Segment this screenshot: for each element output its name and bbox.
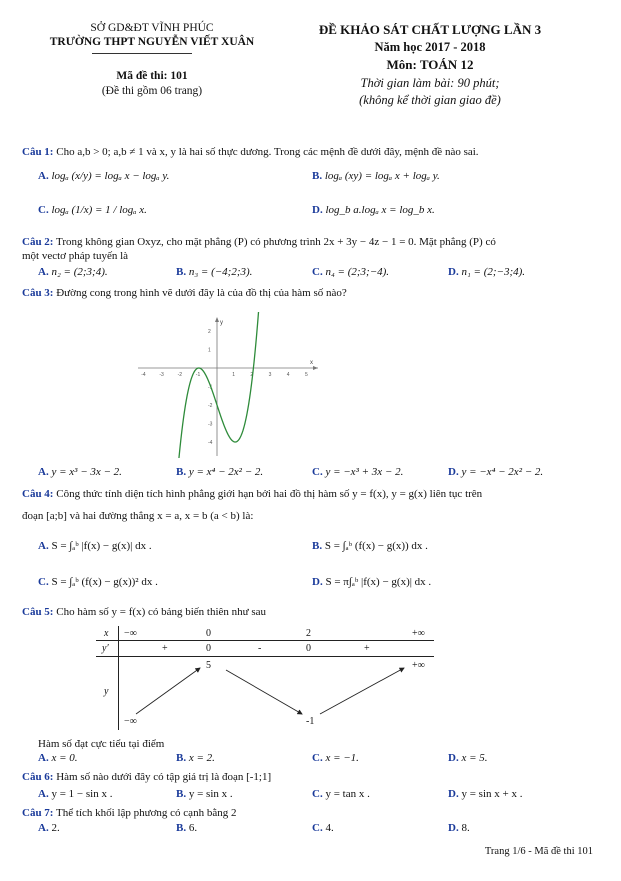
option-5a[interactable]: [38, 752, 78, 764]
question-7: [22, 807, 236, 819]
x-tick-label: 4: [286, 372, 290, 378]
option-2b[interactable]: [176, 266, 252, 278]
x-tick-label: 2: [250, 372, 254, 378]
option-6c[interactable]: [312, 788, 370, 800]
y-axis-arrow: [215, 317, 219, 322]
page-footer: Trang 1/6 - Mã đề thi 101: [484, 846, 593, 857]
option-letter: A.: [38, 822, 49, 834]
option-4a[interactable]: [38, 540, 152, 552]
question-text: Cho a,b > 0; a,b ≠ 1 và x, y là hai số thực dương. Trong các mệnh đề dưới đây, mệnh đề nào sai.: [56, 146, 479, 158]
question-text: Cho hàm số y = f(x) có bảng biến thiên như sau: [56, 606, 267, 618]
option-1d[interactable]: [312, 204, 435, 216]
question-label: Câu 1:: [22, 146, 54, 158]
option-5c[interactable]: [312, 752, 359, 764]
option-6d[interactable]: [448, 788, 522, 800]
option-text: x = 5.: [461, 752, 488, 764]
option-text: log_b a.logₐ x = log_b x.: [325, 204, 435, 216]
option-1c[interactable]: [38, 204, 147, 216]
option-letter: B.: [176, 466, 187, 478]
question-5-prompt: Hàm số đạt cực tiểu tại điểm: [38, 738, 165, 750]
question-label: Câu 3:: [22, 287, 54, 299]
option-letter: C.: [312, 466, 323, 478]
option-letter: A.: [38, 170, 49, 182]
option-letter: B.: [312, 540, 323, 552]
option-3a[interactable]: [38, 466, 122, 478]
arrow-increase-1: [136, 668, 200, 714]
option-1b[interactable]: [312, 170, 440, 182]
variation-arrows: [96, 626, 434, 730]
subject: Môn: TOÁN 12: [386, 57, 474, 72]
question-text: Công thức tính diện tích hình phẳng giới hạn bởi hai đồ thị hàm số y = f(x), y = g(x) liên tục trên: [56, 488, 483, 500]
exam-title: ĐỀ KHẢO SÁT CHẤT LƯỢNG LẦN 3: [318, 22, 542, 37]
option-text: logₐ (x/y) = logₐ x − logₐ y.: [51, 170, 170, 182]
sign-zero-2: 0: [306, 643, 311, 654]
question-4-continued: đoạn [a;b] và hai đường thẳng x = a, x = b (a < b) là:: [22, 510, 254, 522]
option-text: y = x⁴ − 2x² − 2.: [188, 466, 264, 478]
question-label: Câu 5:: [22, 606, 54, 618]
option-6a[interactable]: [38, 788, 112, 800]
option-letter: B.: [176, 266, 187, 278]
option-3b[interactable]: [176, 466, 263, 478]
question-4: [22, 488, 482, 500]
option-text: n₂ = (2;3;4).: [51, 266, 108, 278]
option-text: logₐ (xy) = logₐ x + logₐ y.: [324, 170, 440, 182]
option-text: 6.: [188, 822, 198, 834]
curve: [174, 312, 264, 458]
option-2d[interactable]: [448, 266, 525, 278]
option-letter: D.: [448, 752, 459, 764]
row-label-yprime: y′: [102, 643, 109, 654]
function-graph: [138, 312, 320, 458]
x-tick-label: 1: [232, 372, 235, 378]
option-text: 2.: [51, 822, 60, 834]
option-letter: A.: [38, 752, 49, 764]
option-text: y = −x⁴ − 2x² − 2.: [461, 466, 544, 478]
sign-3: +: [364, 643, 370, 654]
option-text: y = 1 − sin x .: [51, 788, 113, 800]
question-text: Thể tích khối lập phương có cạnh bằng 2: [56, 807, 237, 819]
option-text: n₄ = (2;3;−4).: [325, 266, 390, 278]
option-text: S = π∫ₐᵇ |f(x) − g(x)| dx .: [325, 576, 432, 588]
y-tick-label: 2: [208, 329, 211, 335]
option-letter: A.: [38, 266, 49, 278]
question-label: Câu 6:: [22, 771, 54, 783]
option-text: 4.: [325, 822, 334, 834]
question-label: Câu 4:: [22, 488, 54, 500]
option-letter: A.: [38, 540, 49, 552]
y-tick-label: -4: [208, 440, 213, 446]
option-7b[interactable]: [176, 822, 197, 834]
question-2-continued: một vectơ pháp tuyến là: [22, 250, 129, 262]
option-text: y = tan x .: [325, 788, 370, 800]
exam-code: Mã đề thi: 101: [116, 70, 188, 82]
option-text: x = 0.: [51, 752, 78, 764]
option-2a[interactable]: [38, 266, 108, 278]
y-tick-label: -3: [208, 421, 213, 428]
option-letter: C.: [312, 752, 323, 764]
option-5d[interactable]: [448, 752, 488, 764]
option-letter: B.: [176, 822, 187, 834]
option-letter: B.: [312, 170, 323, 182]
question-text: Hàm số nào dưới đây có tập giá trị là đoạn [-1;1]: [56, 771, 272, 783]
x-axis-label: x: [310, 360, 313, 366]
option-letter: B.: [176, 752, 187, 764]
option-letter: D.: [448, 788, 459, 800]
header-school: TRƯỜNG THPT NGUYỄN VIẾT XUÂN: [49, 36, 255, 48]
option-6b[interactable]: [176, 788, 233, 800]
header-rule: [92, 53, 192, 54]
option-7a[interactable]: [38, 822, 60, 834]
x-value-0: 0: [206, 628, 211, 639]
option-letter: A.: [38, 466, 49, 478]
row-label-x: x: [104, 628, 109, 639]
variation-table: [96, 626, 434, 730]
question-6: [22, 771, 271, 783]
option-text: S = ∫ₐᵇ (f(x) − g(x)) dx .: [324, 540, 428, 552]
option-5b[interactable]: [176, 752, 215, 764]
time-note: (không kể thời gian giao đề): [359, 93, 501, 107]
option-text: n₁ = (2;−3;4).: [461, 266, 526, 278]
y-tick-label: 1: [208, 347, 211, 354]
option-7c[interactable]: [312, 822, 334, 834]
option-text: S = ∫ₐᵇ |f(x) − g(x)| dx .: [51, 540, 152, 552]
arrow-decrease: [226, 670, 302, 714]
x-tick-label: -3: [159, 372, 164, 378]
question-3: [22, 287, 347, 299]
question-5: [22, 606, 266, 618]
sign-1: +: [162, 643, 168, 654]
question-2: [22, 236, 496, 248]
question-label: Câu 2:: [22, 236, 54, 248]
option-letter: B.: [176, 788, 187, 800]
arrow-increase-2: [320, 668, 404, 714]
option-letter: D.: [448, 822, 459, 834]
time-limit: Thời gian làm bài: 90 phút;: [360, 76, 500, 90]
question-text: Trong không gian Oxyz, cho mặt phẳng (P) có phương trình 2x + 3y − 4z − 1 = 0. Mặt phẳng (P) có: [56, 236, 496, 248]
option-4b[interactable]: [312, 540, 428, 552]
x-tick-label: -1: [195, 372, 201, 378]
option-text: logₐ (1/x) = 1 / logₐ x.: [51, 204, 147, 216]
question-text: Đường cong trong hình vẽ dưới đây là của đồ thị của hàm số nào?: [56, 287, 347, 299]
y-value-max: 5: [206, 660, 211, 671]
page-count-note: (Đề thi gồm 06 trang): [101, 85, 203, 97]
option-text: x = −1.: [325, 752, 359, 764]
option-text: n₃ = (−4;2;3).: [188, 266, 253, 278]
row-label-y: y: [104, 686, 109, 697]
y-tick-label: -2: [208, 403, 213, 409]
option-letter: D.: [448, 466, 459, 478]
option-letter: D.: [448, 266, 459, 278]
option-text: 8.: [461, 822, 470, 834]
y-axis-label: y: [220, 320, 223, 326]
sign-zero-1: 0: [206, 643, 211, 654]
option-letter: C.: [38, 576, 49, 588]
option-text: y = x³ − 3x − 2.: [51, 466, 122, 478]
y-value-high: +∞: [412, 660, 425, 671]
x-tick-label: 3: [268, 372, 272, 378]
option-letter: C.: [312, 266, 323, 278]
question-label: Câu 7:: [22, 807, 54, 819]
x-value-neg-inf: −∞: [124, 628, 137, 639]
header-dept: SỞ GD&ĐT VĨNH PHÚC: [90, 22, 214, 34]
school-year: Năm học 2017 - 2018: [374, 40, 486, 54]
option-text: x = 2.: [188, 752, 215, 764]
option-text: S = ∫ₐᵇ (f(x) − g(x))² dx .: [51, 576, 158, 588]
option-4c[interactable]: [38, 576, 158, 588]
option-7d[interactable]: [448, 822, 470, 834]
option-letter: D.: [312, 204, 323, 216]
option-letter: A.: [38, 788, 49, 800]
option-letter: D.: [312, 576, 323, 588]
option-4d[interactable]: [312, 576, 431, 588]
y-value-min: -1: [306, 716, 315, 727]
option-letter: C.: [312, 788, 323, 800]
x-axis-arrow: [313, 366, 318, 370]
option-text: y = sin x + x .: [461, 788, 523, 800]
x-value-2: 2: [306, 628, 311, 639]
option-letter: C.: [312, 822, 323, 834]
option-text: y = sin x .: [188, 788, 233, 800]
option-1a[interactable]: [38, 170, 169, 182]
question-1: [22, 146, 479, 158]
x-value-pos-inf: +∞: [412, 628, 425, 639]
x-tick-label: -4: [141, 372, 146, 378]
option-letter: C.: [38, 204, 49, 216]
option-2c[interactable]: [312, 266, 389, 278]
option-3c[interactable]: [312, 466, 403, 478]
option-3d[interactable]: [448, 466, 543, 478]
option-text: y = −x³ + 3x − 2.: [325, 466, 404, 478]
x-tick-label: -2: [177, 372, 183, 378]
y-value-low: −∞: [124, 716, 137, 727]
x-tick-label: 5: [305, 372, 308, 378]
y-tick-label: -1: [208, 384, 213, 391]
sign-2: -: [258, 643, 262, 654]
